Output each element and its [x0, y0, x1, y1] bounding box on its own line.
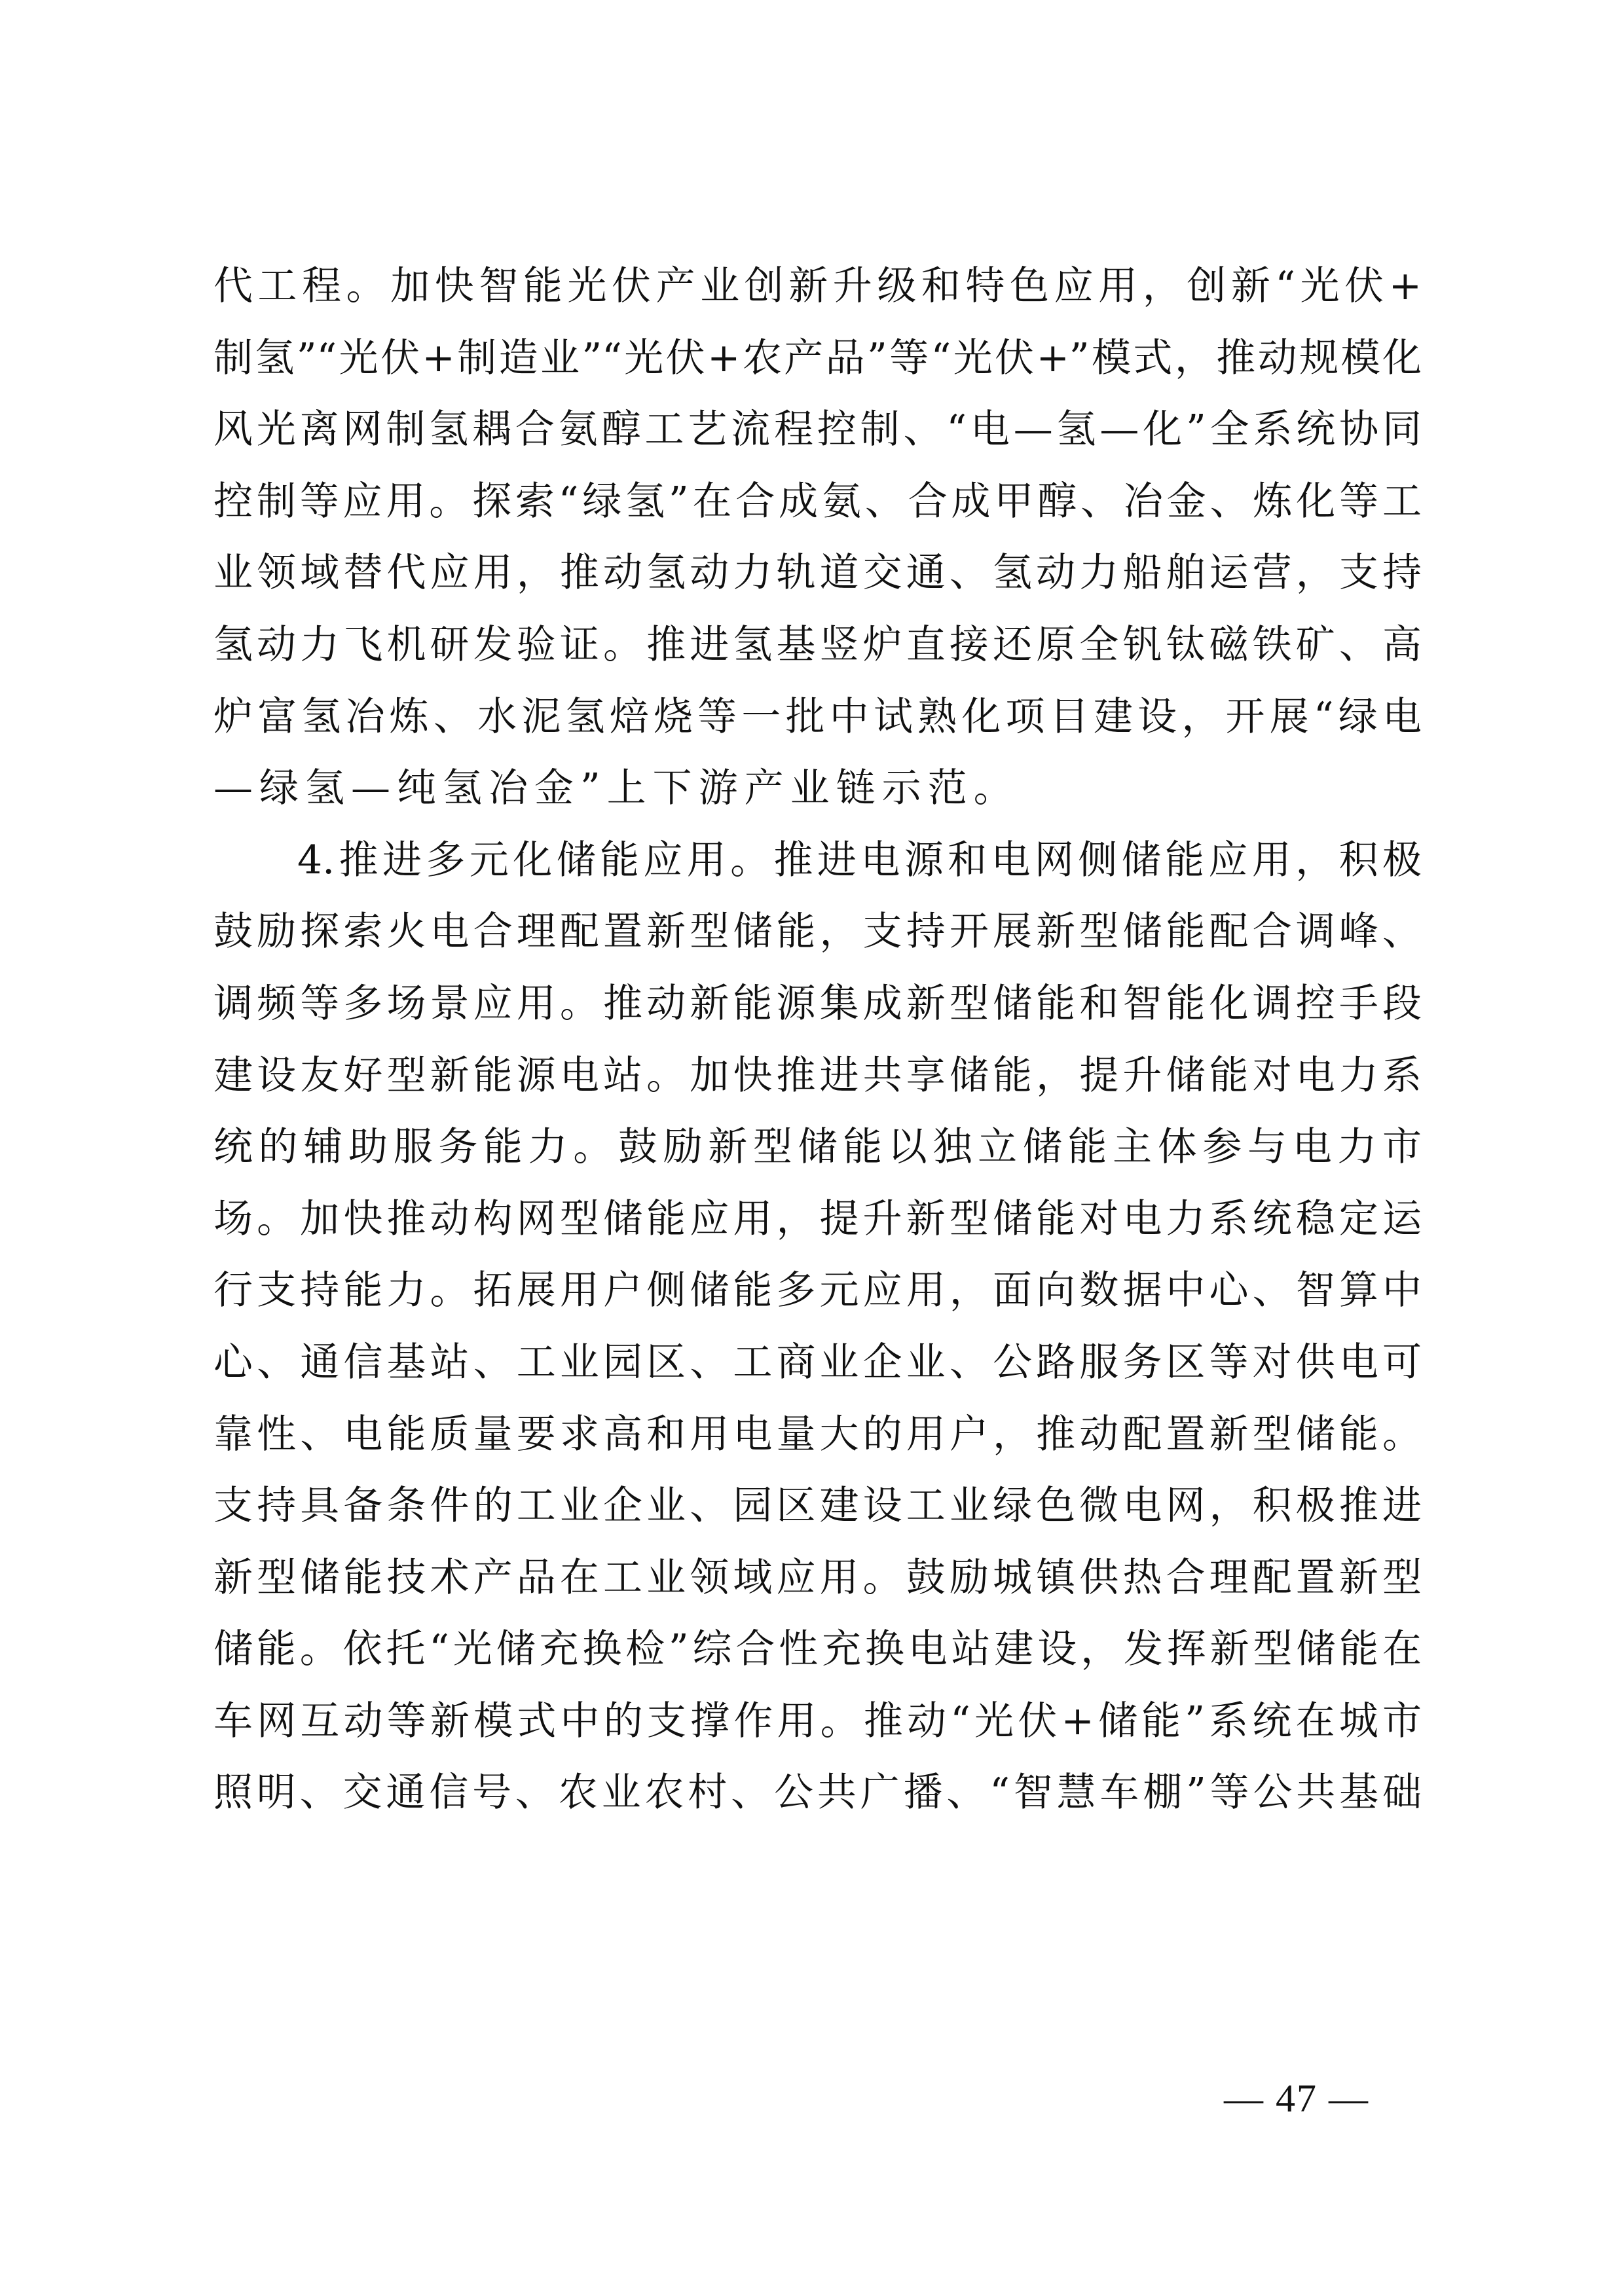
- text-line: 建设友好型新能源电站。加快推进共享储能，提升储能对电力系: [213, 1052, 1422, 1099]
- body-text: [213, 251, 1422, 1829]
- text-line: 场。加快推动构网型储能应用，提升新型储能对电力系统稳定运: [213, 1195, 1422, 1242]
- section-heading-line: 4.推进多元化储能应用。推进电源和电网侧储能应用，积极: [297, 837, 1422, 883]
- text-line: 靠性、电能质量要求高和用电量大的用户，推动配置新型储能。: [213, 1411, 1422, 1457]
- text-line: —绿氢—纯氢冶金”上下游产业链示范。: [213, 765, 1020, 812]
- text-line: 风光离网制氢耦合氨醇工艺流程控制、“电—氢—化”全系统协同: [213, 407, 1422, 453]
- text-line: 照明、交通信号、农业农村、公共广播、“智慧车棚”等公共基础: [213, 1770, 1422, 1816]
- text-line: 炉富氢冶炼、水泥氢焙烧等一批中试熟化项目建设，开展“绿电: [213, 693, 1422, 740]
- text-line: 业领域替代应用，推动氢动力轨道交通、氢动力船舶运营，支持: [213, 550, 1422, 596]
- text-line: 车网互动等新模式中的支撑作用。推动“光伏+储能”系统在城市: [213, 1698, 1422, 1744]
- text-line: 调频等多场景应用。推动新能源集成新型储能和智能化调控手段: [213, 980, 1422, 1027]
- text-line: 心、通信基站、工业园区、工商业企业、公路服务区等对供电可: [213, 1339, 1422, 1385]
- text-line: 行支持能力。拓展用户侧储能多元应用，面向数据中心、智算中: [213, 1267, 1422, 1314]
- text-line: 制氢”“光伏+制造业”“光伏+农产品”等“光伏+”模式，推动规模化: [213, 335, 1422, 381]
- text-line: 支持具备条件的工业企业、园区建设工业绿色微电网，积极推进: [213, 1483, 1422, 1529]
- text-line: 统的辅助服务能力。鼓励新型储能以独立储能主体参与电力市: [213, 1124, 1422, 1171]
- page-number: — 47 —: [1224, 2077, 1369, 2120]
- text-line: 氢动力飞机研发验证。推进氢基竖炉直接还原全钒钛磁铁矿、高: [213, 621, 1422, 668]
- text-line: 储能。依托“光储充换检”综合性充换电站建设，发挥新型储能在: [213, 1626, 1422, 1673]
- paragraph-hydrogen-continued: [213, 251, 1422, 825]
- text-line: 新型储能技术产品在工业领域应用。鼓励城镇供热合理配置新型: [213, 1554, 1422, 1601]
- paragraph-energy-storage: [213, 825, 1422, 1829]
- text-line: 鼓励探索火电合理配置新型储能，支持开展新型储能配合调峰、: [213, 909, 1422, 955]
- text-line: 控制等应用。探索“绿氢”在合成氨、合成甲醇、冶金、炼化等工: [213, 478, 1422, 524]
- text-line: 代工程。加快智能光伏产业创新升级和特色应用，创新“光伏+: [213, 263, 1422, 309]
